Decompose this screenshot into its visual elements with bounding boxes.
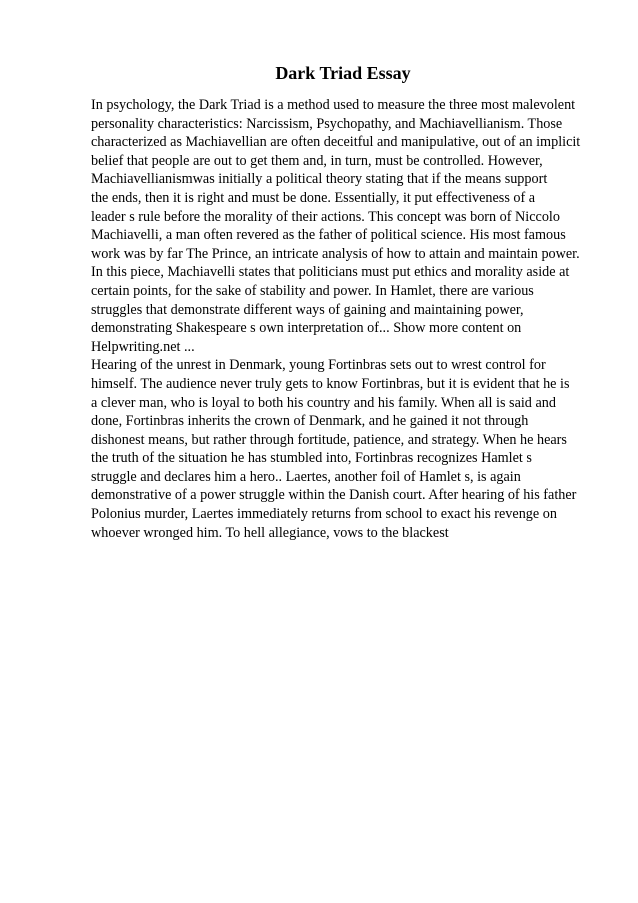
body-text-line: personality characteristics: Narcissism, Psychopathy, and Machiavellianism. Those [91, 115, 563, 132]
body-text-line: done, Fortinbras inherits the crown of Denmark, and he gained it not through [91, 413, 529, 430]
body-text-line: belief that people are out to get them and, in turn, must be controlled. However, [91, 152, 543, 169]
body-text-line: Helpwriting.net ... [91, 338, 195, 355]
body-text-line: Hearing of the unrest in Denmark, young Fortinbras sets out to wrest control for [91, 357, 546, 374]
body-text-line: himself. The audience never truly gets to know Fortinbras, but it is evident that he is [91, 375, 570, 392]
body-text-line: struggles that demonstrate different ways of gaining and maintaining power, [91, 301, 524, 318]
body-text-line: In psychology, the Dark Triad is a method used to measure the three most malevolent [91, 97, 576, 113]
body-text-line: whoever wronged him. To hell allegiance, vows to the blackest [91, 524, 449, 541]
body-text-line: leader s rule before the morality of their actions. This concept was born of Niccolo [91, 208, 560, 225]
body-text-line: work was by far The Prince, an intricate analysis of how to attain and maintain power. [91, 245, 580, 262]
body-text-line: Machiavelli, a man often revered as the father of political science. His most famous [91, 227, 566, 244]
body-text-line: dishonest means, but rather through fortitude, patience, and strategy. When he hears [91, 431, 567, 448]
body-text-line: the truth of the situation he has stumbled into, Fortinbras recognizes Hamlet s [91, 450, 532, 467]
body-text-line: characterized as Machiavellian are often deceitful and manipulative, out of an implicit [91, 134, 581, 151]
body-text-line: demonstrative of a power struggle within the Danish court. After hearing of his father [91, 487, 577, 504]
body-text-line: In this piece, Machiavelli states that politicians must put ethics and morality aside at [91, 264, 570, 281]
document-title: Dark Triad Essay [275, 63, 411, 83]
body-text-line: certain points, for the sake of stability and power. In Hamlet, there are various [91, 282, 534, 299]
body-text-line: Polonius murder, Laertes immediately returns from school to exact his revenge on [91, 506, 557, 523]
body-text-line: struggle and declares him a hero.. Laertes, another foil of Hamlet s, is again [91, 468, 521, 485]
body-text-line: the ends, then it is right and must be done. Essentially, it put effectiveness of a [91, 189, 536, 206]
body-text-line: Machiavellianismwas initially a political theory stating that if the means support [91, 171, 548, 188]
body-text-line: a clever man, who is loyal to both his country and his family. When all is said and [91, 394, 556, 411]
body-text-line: demonstrating Shakespeare s own interpretation of... Show more content on [91, 320, 522, 337]
document-body [91, 96, 601, 542]
